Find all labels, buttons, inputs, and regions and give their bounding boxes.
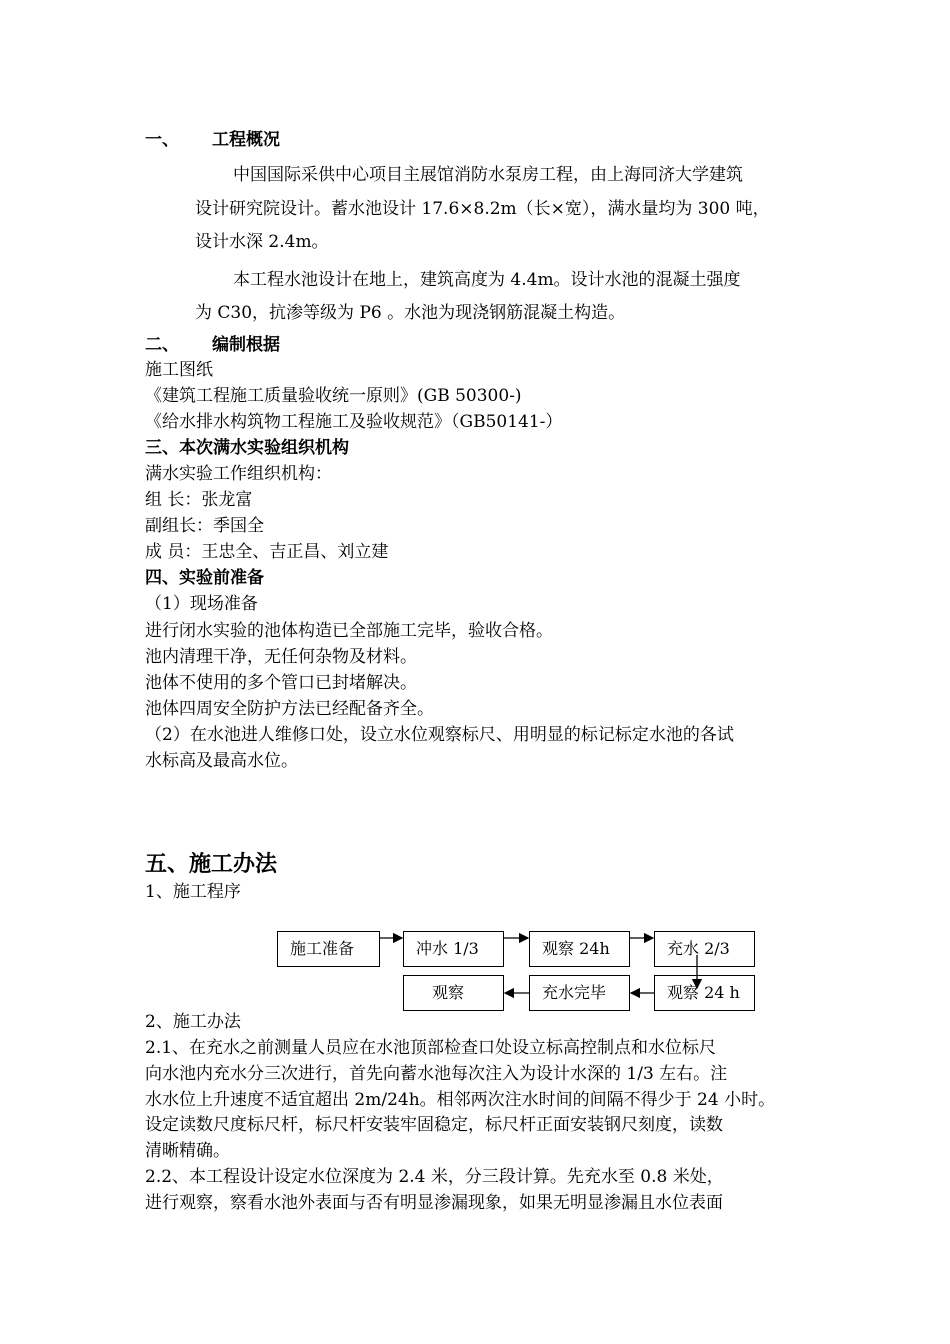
section-1-number: 一、	[145, 130, 179, 150]
prep-line: （2）在水池进人维修口处，设立水位观察标尺、用明显的标记标定水池的各试	[145, 725, 734, 745]
paragraph-line: 设计水深 2.4m。	[195, 232, 329, 252]
flow-box-fill-complete: 充水完毕	[529, 975, 630, 1011]
flow-box-observe-24h: 观察 24h	[529, 931, 630, 967]
method-line: 2.2、本工程设计设定水位深度为 2.4 米，分三段计算。先充水至 0.8 米处，	[145, 1167, 724, 1187]
paragraph-line: 为 C30，抗渗等级为 P6 。水池为现浇钢筋混凝土构造。	[195, 303, 626, 323]
prep-line: 进行闭水实验的池体构造已全部施工完毕，验收合格。	[145, 621, 553, 641]
paragraph-line: 本工程水池设计在地上，建筑高度为 4.4m。设计水池的混凝土强度	[233, 270, 741, 290]
section-5-title: 五、施工办法	[145, 852, 278, 877]
flow-box-observe: 观察	[403, 975, 504, 1011]
prep-line: 池体不使用的多个管口已封堵解决。	[145, 673, 417, 693]
prep-line: 水标高及最高水位。	[145, 751, 298, 771]
basis-item: 施工图纸	[145, 360, 213, 380]
flow-box-prepare: 施工准备	[277, 931, 380, 967]
paragraph-line: 中国国际采供中心项目主展馆消防水泵房工程，由上海同济大学建筑	[233, 165, 743, 185]
org-line: 成 员：王忠全、吉正昌、刘立建	[145, 542, 389, 562]
method-line: 2.1、在充水之前测量人员应在水池顶部检查口处设立标高控制点和水位标尺	[145, 1038, 717, 1058]
org-line: 副组长：季国全	[145, 516, 264, 536]
org-line: 满水实验工作组织机构：	[145, 464, 332, 484]
section-1-title: 工程概况	[212, 130, 280, 150]
section-3-title: 三、本次满水实验组织机构	[145, 438, 349, 458]
prep-line: （1）现场准备	[145, 594, 258, 614]
org-line: 组 长：张龙富	[145, 490, 253, 510]
section-4-title: 四、实验前准备	[145, 568, 264, 588]
subsection-1-title: 1、施工程序	[145, 882, 241, 902]
method-line: 进行观察，察看水池外表面与否有明显渗漏现象，如果无明显渗漏且水位表面	[145, 1193, 723, 1213]
basis-item: 《给水排水构筑物工程施工及验收规范》（GB50141-）	[145, 412, 563, 432]
method-line: 清晰精确。	[145, 1141, 230, 1161]
prep-line: 池内清理干净，无任何杂物及材料。	[145, 647, 417, 667]
flow-box-fill-two-thirds: 充水 2/3	[654, 931, 755, 967]
subsection-2-title: 2、施工办法	[145, 1012, 241, 1032]
method-line: 向水池内充水分三次进行，首先向蓄水池每次注入为设计水深的 1/3 左右。注	[145, 1064, 728, 1084]
flow-box-fill-one-third: 冲水 1/3	[403, 931, 504, 967]
method-line: 水水位上升速度不适宜超出 2m/24h。相邻两次注水时间的间隔不得少于 24 小时。	[145, 1090, 776, 1110]
flow-box-observe-24h-2: 观察 24 h	[654, 975, 755, 1011]
section-2-title: 编制根据	[212, 335, 280, 355]
paragraph-line: 设计研究院设计。蓄水池设计 17.6×8.2m（长×宽），满水量均为 300 吨，	[195, 199, 770, 219]
prep-line: 池体四周安全防护方法已经配备齐全。	[145, 699, 434, 719]
basis-item: 《建筑工程施工质量验收统一原则》(GB 50300-)	[145, 386, 522, 406]
method-line: 设定读数尺度标尺杆，标尺杆安装牢固稳定，标尺杆正面安装钢尺刻度，读数	[145, 1115, 723, 1135]
section-2-number: 二、	[145, 335, 179, 355]
